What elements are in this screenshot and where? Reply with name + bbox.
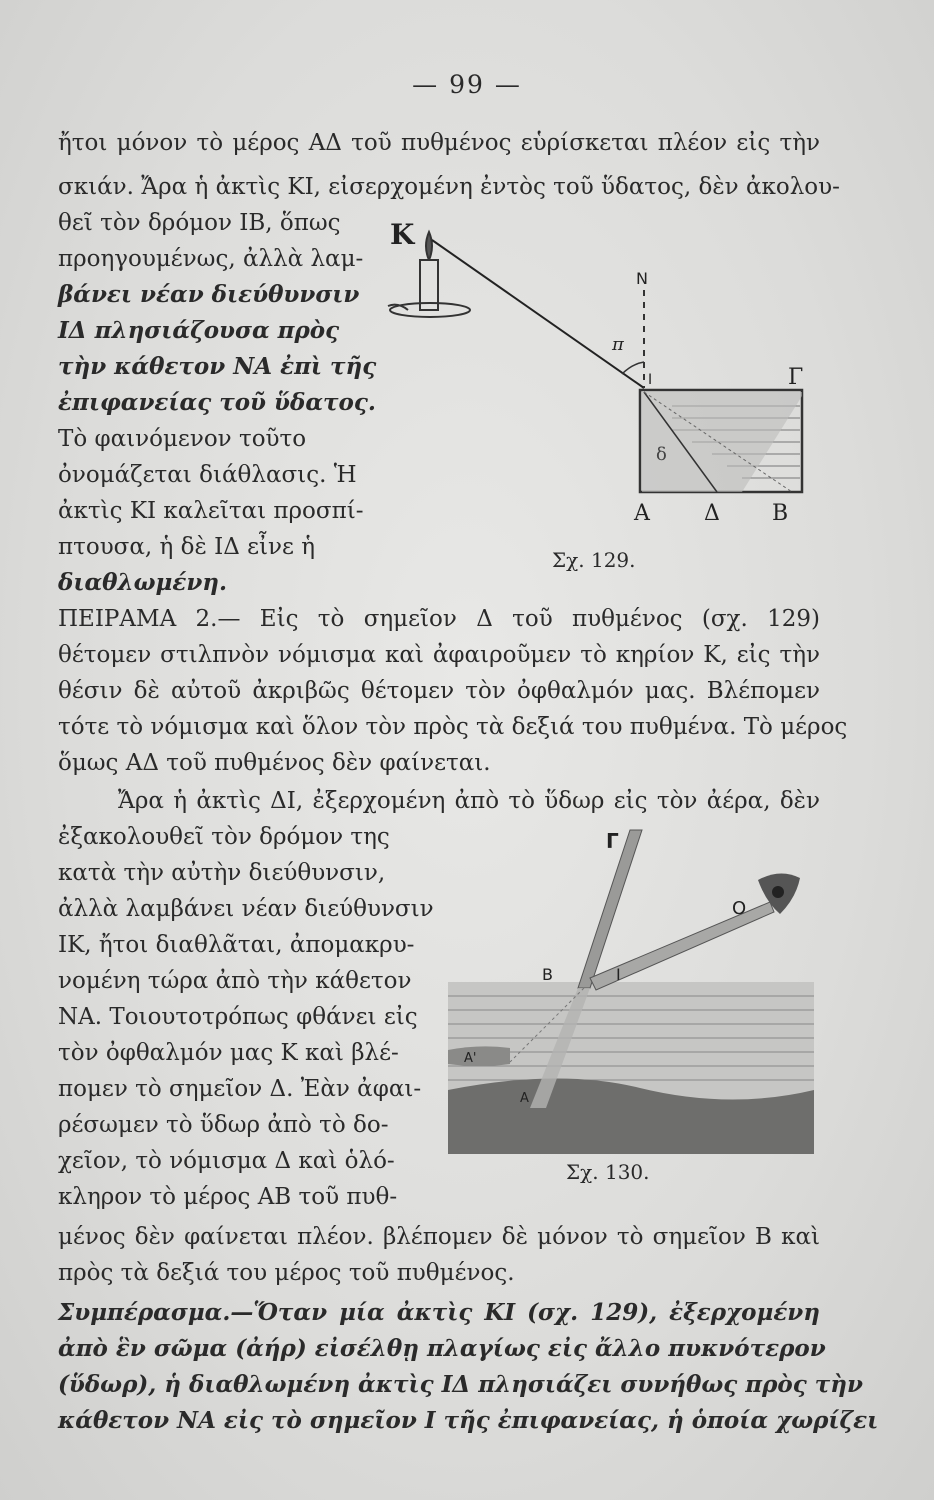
text-line: μένος δὲν φαίνεται πλέον. βλέπομεν δὲ μόνον τὸ σημεῖον Β καὶ [58, 1224, 820, 1250]
figure-130-caption: Σχ. 130. [566, 1160, 650, 1184]
text-line: νομένη τώρα ἀπὸ τὴν κάθετον [58, 968, 412, 994]
label-A: A [520, 1091, 529, 1106]
text-line: χεῖον, τὸ νόμισμα Δ καὶ ὁλό- [58, 1148, 395, 1174]
label-Gamma: Γ [788, 365, 804, 390]
text-line: τὴν κάθετον ΝΑ ἐπὶ τῆς [58, 353, 377, 380]
label-Gamma: Γ [606, 829, 619, 853]
figure-129-refraction-diagram [372, 210, 832, 540]
page-number: — 99 — [412, 70, 522, 99]
text-line: Ἄρα ἡ ἀκτὶς ΔΙ, ἐξερχομένη ἀπὸ τὸ ὕδωρ εἰς τὸν ἀέρα, δὲν [118, 788, 820, 814]
label-delta: δ [656, 444, 667, 465]
text-line: ἀκτὶς ΚΙ καλεῖται προσπί- [58, 498, 364, 524]
label-pi: π [612, 334, 624, 355]
label-A-prime: A' [464, 1051, 477, 1066]
text-line: ΠΕΙΡΑΜΑ 2.— Εἰς τὸ σημεῖον Δ τοῦ πυθμένος (σχ. 129) [58, 606, 820, 632]
label-K: K [390, 218, 415, 251]
label-B: Β [772, 501, 789, 526]
text-line: Συμπέρασμα.—Ὅταν μία ἀκτὶς ΚΙ (σχ. 129), ἐξερχομένη [58, 1299, 820, 1326]
text-line: πτουσα, ἡ δὲ ΙΔ εἶνε ἡ [58, 534, 316, 560]
text-line: ἤτοι μόνον τὸ μέρος ΑΔ τοῦ πυθμένος εὑρίσκεται πλέον εἰς τὴν [58, 130, 820, 156]
text-line: ὀνομάζεται διάθλασις. Ἡ [58, 462, 357, 488]
label-D: Δ [704, 501, 720, 526]
text-line: πρὸς τὰ δεξιά του μέρος τοῦ πυθμένος. [58, 1260, 515, 1286]
text-line: τότε τὸ νόμισμα καὶ ὅλον τὸν πρὸς τὰ δεξιά του πυθμένα. Τὸ μέρος [58, 714, 848, 740]
text-line: κατὰ τὴν αὐτὴν διεύθυνσιν, [58, 860, 386, 886]
text-line: ἐξακολουθεῖ τὸν δρόμον της [58, 824, 390, 850]
text-line: ἐπιφανείας τοῦ ὕδατος. [58, 389, 376, 416]
text-line: (ὕδωρ), ἡ διαθλωμένη ἀκτὶς ΙΔ πλησιάζει συνήθως πρὸς τὴν [58, 1371, 863, 1398]
text-line: σκιάν. Ἄρα ἡ ἀκτὶς ΚΙ, εἰσερχομένη ἐντὸς τοῦ ὕδατος, δὲν ἀκολου- [58, 174, 840, 200]
label-O: O [732, 898, 747, 919]
text-line: πομεν τὸ σημεῖον Δ. Ἐὰν ἀφαι- [58, 1076, 422, 1102]
text-line: ἀπὸ ἓν σῶμα (ἀήρ) εἰσέλθῃ πλαγίως εἰς ἄλλο πυκνότερον [58, 1335, 826, 1362]
label-N: N [636, 269, 648, 288]
text-line: θέτομεν στιλπνὸν νόμισμα καὶ ἀφαιροῦμεν τὸ κηρίον Κ, εἰς τὴν [58, 642, 820, 668]
text-line: ὅμως ΑΔ τοῦ πυθμένος δὲν φαίνεται. [58, 750, 491, 776]
text-line: ΝΑ. Τοιουτοτρόπως φθάνει εἰς [58, 1004, 418, 1030]
text-line: θέσιν δὲ αὐτοῦ ἀκριβῶς θέτομεν τὸν ὀφθαλμόν μας. Βλέπομεν [58, 678, 820, 704]
figure-130-refraction-illustration [440, 818, 820, 1158]
text-line: ρέσωμεν τὸ ὕδωρ ἀπὸ τὸ δο- [58, 1112, 389, 1138]
text-line: ΙΔ πλησιάζουσα πρὸς [58, 317, 340, 344]
text-line: κάθετον ΝΑ εἰς τὸ σημεῖον Ι τῆς ἐπιφανείας, ἡ ὁποία χωρίζει [58, 1407, 879, 1434]
text-line: διαθλωμένη. [58, 569, 228, 596]
label-B: B [542, 965, 553, 984]
label-I: I [616, 965, 621, 984]
label-I: I [648, 372, 653, 388]
text-line: Τὸ φαινόμενον τοῦτο [58, 426, 307, 452]
text-line: ἀλλὰ λαμβάνει νέαν διεύθυνσιν [58, 896, 434, 922]
text-line: θεῖ τὸν δρόμον ΙΒ, ὅπως [58, 210, 341, 236]
text-line: τὸν ὀφθαλμόν μας Κ καὶ βλέ- [58, 1040, 399, 1066]
text-line: βάνει νέαν διεύθυνσιν [58, 281, 360, 308]
label-A: Α [634, 501, 650, 526]
text-line: ΙΚ, ἤτοι διαθλᾶται, ἀπομακρυ- [58, 932, 415, 958]
text-line: κληρον τὸ μέρος ΑΒ τοῦ πυθ- [58, 1184, 398, 1210]
text-line: προηγουμένως, ἀλλὰ λαμ- [58, 246, 364, 272]
figure-129-caption: Σχ. 129. [552, 548, 636, 572]
